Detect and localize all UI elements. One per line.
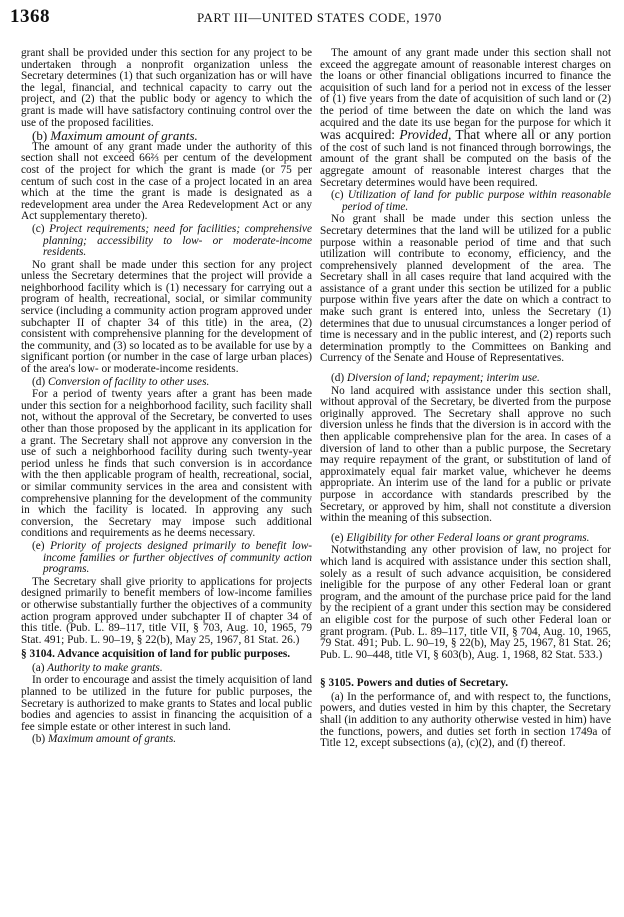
subsection-heading-d	[21, 377, 312, 389]
subsection-heading-e	[320, 533, 611, 545]
page-header	[0, 0, 624, 42]
paragraph: grant shall be provided under this section for any project to be undertaken through a nonprofit organization unless the Secretary determines (1) that such organization has or will have the legal, financial, and technical capacity to carry out the project, and (2) that the public body or agency to which the grant is made will have satisfactory continuing control over the use of the proposed facilities.	[21, 47, 312, 129]
subsection-title: Conversion of facility to other uses.	[48, 375, 210, 388]
paragraph-text: portion of the cost of such land is not financed through borrowings, the amount of the grant shall be computed on the basis of the aggregate amount of reasonable interest charges that the Secretary determines would have been required.	[320, 130, 611, 189]
section-heading-3104: § 3104. Advance acquisition of land for public purposes.	[21, 648, 291, 661]
paragraph: The amount of any grant made under the authority of this section shall not exceed 66⅔ per centum of the development cost of the project for which the grant is made (or 75 per centum of such cost in the case of a project located in an area which at the time the grant is made is designated as a redevelopment area under the Area Redevelopment Act or any Act supplementary thereto).	[21, 140, 312, 223]
proviso-keyword: Provided,	[399, 127, 452, 143]
paragraph: The Secretary shall give priority to applications for projects designed primarily to benefit members of low-income families or otherwise substantially further the objectives of a community action program approved under subchapter II of chapter 34 of this title. (Pub. L. 89–117, title VII, § 703, Aug. 10, 1965, 79 Stat. 491; Pub. L. 90–19, § 22(b), May 25, 1967, 81 Stat. 26.)	[21, 575, 312, 646]
paragraph: No grant shall be made under this section for any project unless the Secretary determines that the project will provide a neighborhood facility which is (1) necessary for carrying out a program of health, recreational, social, or similar community service (including a community action program approved under subchapter II of chapter 34 of this title) in the area, (2) consistent with comprehensive planning for the development of the community, and (3) so located as to be available for use by a significant portion (or number in the case of large urban places) of the area's low- or moderate-income residents.	[21, 258, 312, 376]
subsection-label: (a)	[32, 661, 45, 674]
subsection-title: Priority of projects designed primarily to benefit low-income families or further objectives of community action programs.	[43, 539, 312, 576]
subsection-heading-d	[320, 373, 611, 385]
paragraph-text: The amount of any grant made under this section shall not exceed the aggregate amount of reasonable interest charges on the loans or other financial obligations incurred to finance the acquisition of such land for a period not in excess of the lesser of (1) five years from the date of acquisition of such land or (2) the period of time between the date on which the land was acquired and the date its use began for the purpose for which it	[320, 47, 611, 129]
spacer	[320, 365, 611, 372]
subsection-heading-b	[21, 130, 312, 142]
subsection-label: (d)	[32, 375, 46, 388]
subsection-title: Authority to make grants.	[47, 661, 163, 674]
subsection-label: (c)	[32, 222, 45, 235]
paragraph: No grant shall be made under this section unless the Secretary determines that the land will be utilized for a public purpose within a reasonable period of time and that such utilization will contribute to economy, efficiency, and the comprehensively planned development of the area. The Secretary shall in all cases require that land acquired with the assistance of a grant under this section be utilized for a public purpose within five years after the date on which a contract to make such grant is entered into, unless the Secretary (1) determines that due to unusual circumstances a longer period of time is necessary and in the public interest, and (2) reports such determination promptly to the Committees on Banking and Currency of the Senate and House of Representatives.	[320, 213, 611, 365]
left-column	[21, 48, 312, 747]
proviso-text-a: was acquired:	[320, 127, 395, 143]
spacer	[320, 661, 611, 675]
subsection-label: (d)	[331, 372, 345, 385]
proviso-line	[320, 127, 578, 142]
subsection-label: (e)	[331, 531, 344, 544]
paragraph: Notwithstanding any other provision of law, no project for which land is acquired with assistance under this section shall, solely as a result of such advance acquisition, be considered ineligible for the purpose of any other Federal loan or grant program, and the amount of the purchase price paid for the land by the recipient of a grant under this section may be considered an eligible cost for the purpose of such other Federal loan or grant program. (Pub. L. 89–117, title VII, § 704, Aug. 10, 1965, 79 Stat. 491; Pub. L. 90–19, § 22(b), May 25, 1967, 81 Stat. 26; Pub. L. 90–448, title VI, § 603(b), Aug. 1, 1968, 82 Stat. 533.)	[320, 544, 611, 661]
running-head: PART III—UNITED STATES CODE, 1970	[197, 10, 442, 25]
subsection-heading-b2	[21, 734, 312, 746]
subsection-label: (b)	[32, 128, 48, 144]
paragraph: For a period of twenty years after a grant has been made under this section for a neighborhood facility, such facility shall not, without the approval of the Secretary, be converted to uses other than those proposed by the applicant in its application for a grant. The Secretary shall not approve any conversion in the use of such a neighborhood facility during such twenty-year period unless he finds that such conversion is in accordance with the then applicable program of health, recreational, social, or similar community services in the area and consistent with comprehensive planning for the development of the community in which the facility is located. In approving any such conversion, the Secretary may impose such additional conditions and requirements as he deems necessary.	[21, 388, 312, 540]
subsection-title: Diversion of land; repayment; interim use.	[347, 372, 540, 385]
subsection-title: Project requirements; need for facilities; comprehensive planning; accessibility to low- or moderate-income residents.	[43, 222, 313, 259]
paragraph	[320, 48, 611, 189]
subsection-title: Eligibility for other Federal loans or grant programs.	[346, 531, 590, 544]
subsection-heading-a	[21, 663, 312, 675]
spacer	[320, 525, 611, 532]
subsection-heading-c	[320, 190, 611, 213]
subsection-label: (c)	[331, 189, 344, 202]
subsection-title: Utilization of land for public purpose within reasonable period of time.	[342, 189, 612, 213]
subsection-label: (b)	[32, 733, 46, 746]
section-heading-3105: § 3105. Powers and duties of Secretary.	[320, 677, 509, 690]
subsection-heading-c	[21, 224, 312, 259]
paragraph: (a) In the performance of, and with respect to, the functions, powers, and duties vested in him by this chapter, the Secretary shall (in addition to any authority otherwise vested in him) have the functions, powers, and duties set forth in section 1749a of Title 12, except subsections (a), (c)(2), and (f) thereof.	[320, 690, 611, 750]
subsection-label: (e)	[32, 539, 45, 552]
subsection-heading-e	[21, 541, 312, 576]
subsection-title: Maximum amount of grants.	[48, 733, 177, 746]
subsection-title: Maximum amount of grants.	[50, 128, 198, 144]
paragraph: No land acquired with assistance under this section shall, without approval of the Secretary, be diverted from the purpose originally approved. The Secretary shall approve no such diversion unless he finds that the diversion is in accord with the then applicable comprehensive plan for the area. In cases of a diversion of land to other than a public purpose, the Secretary may require repayment of the grant, or substitution of land of approximately equal fair market value, whichever he deems appropriate. An interim use of the land for a public or private purpose in accordance with standards prescribed by the Secretary, or approved by him, shall not constitute a diversion within the meaning of this subsection.	[320, 384, 611, 525]
right-column	[320, 48, 611, 750]
paragraph: In order to encourage and assist the timely acquisition of land planned to be utilized in the future for public purposes, the Secretary is authorized to make grants to States and local public bodies and agencies to assist in financing the acquisition of a fee simple estate or other interest in such land.	[21, 674, 312, 733]
page-number: 1368	[10, 6, 50, 27]
proviso-text-b: That where all or any	[455, 127, 574, 143]
